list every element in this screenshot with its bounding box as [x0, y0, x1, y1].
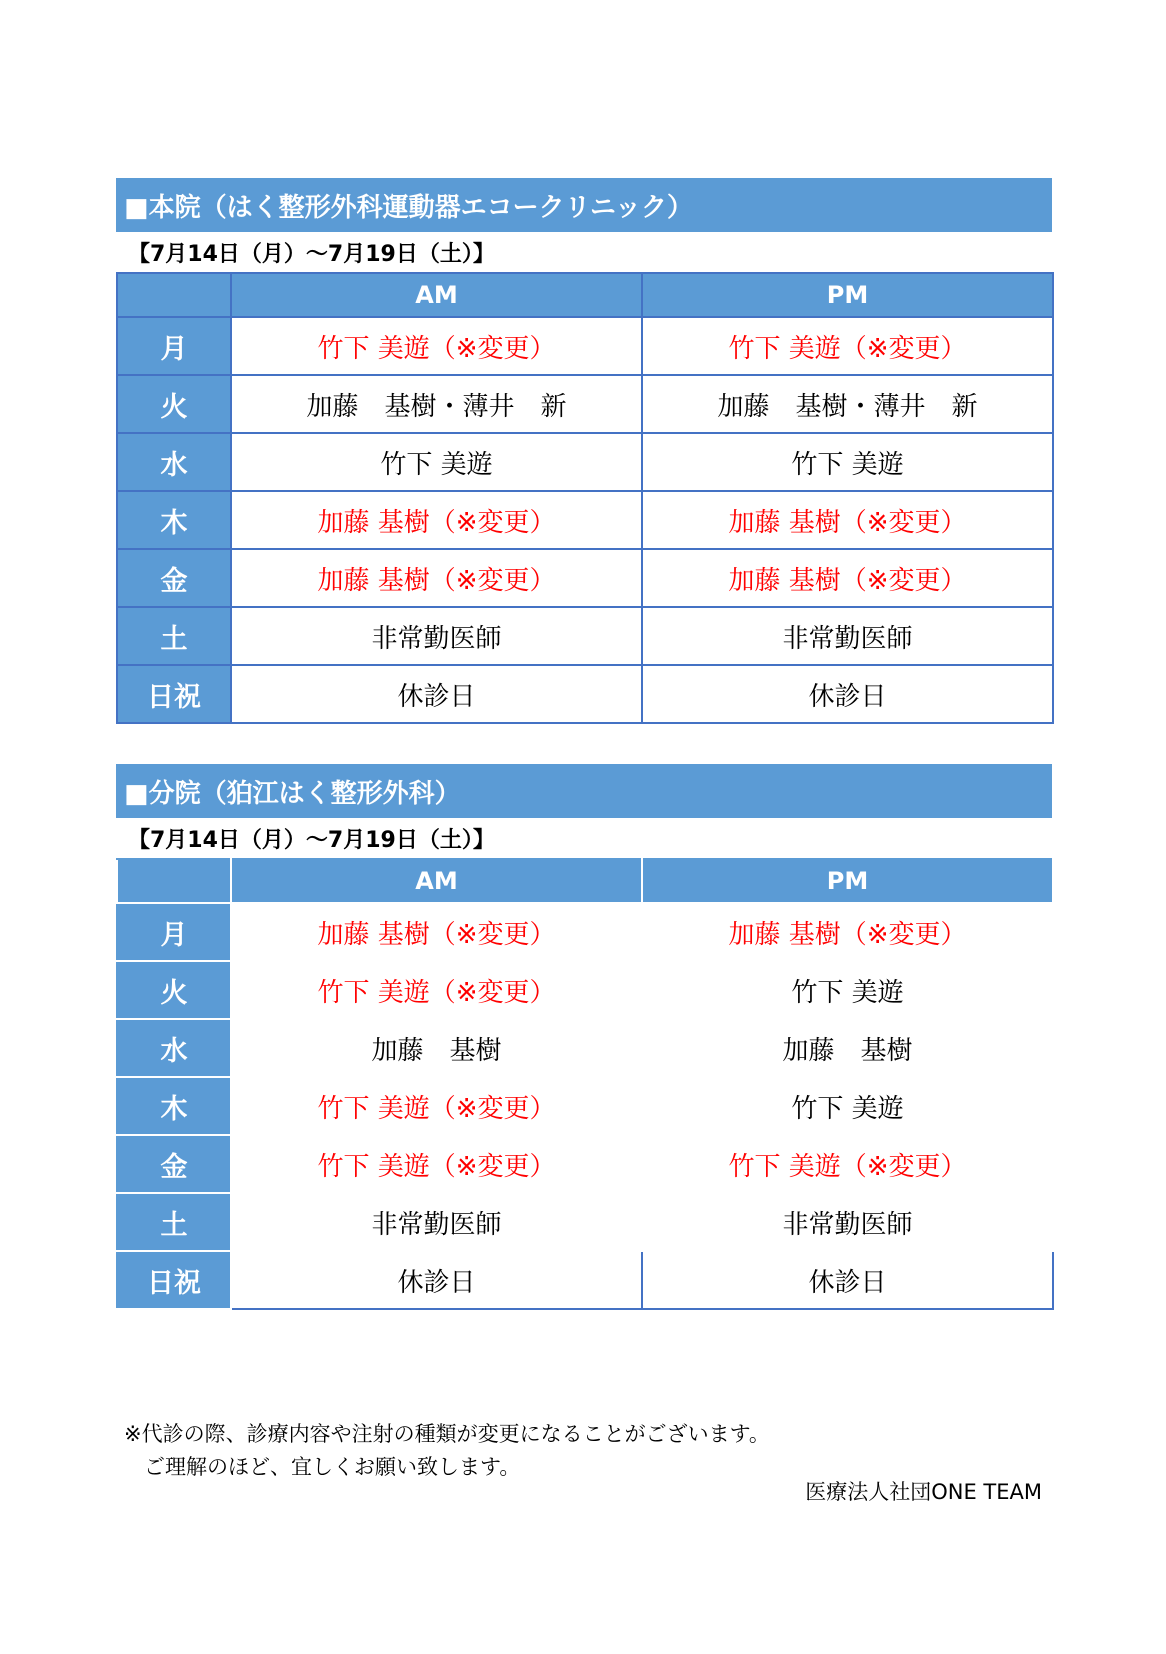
day-label: 火 — [117, 961, 231, 1019]
table-row — [117, 317, 1053, 375]
branch-clinic-title: ■分院（狛江はく整形外科） — [116, 764, 1052, 818]
day-label: 水 — [117, 1019, 231, 1077]
day-label: 金 — [117, 1135, 231, 1193]
am-doctor: 竹下 美遊（※変更） — [231, 1135, 642, 1193]
pm-doctor: 加藤 基樹（※変更） — [642, 549, 1053, 607]
header-corner — [117, 859, 231, 903]
table-row — [117, 549, 1053, 607]
am-header: AM — [231, 273, 642, 317]
day-label: 木 — [117, 1077, 231, 1135]
day-label: 日祝 — [117, 1251, 231, 1309]
table-row — [117, 1251, 1053, 1309]
note-line-1: ※代診の際、診療内容や注射の種類が変更になることがございます。 — [124, 1422, 770, 1446]
day-label: 火 — [117, 375, 231, 433]
day-label: 月 — [117, 317, 231, 375]
table-row — [117, 1077, 1053, 1135]
am-doctor: 休診日 — [231, 665, 642, 723]
am-doctor: 竹下 美遊（※変更） — [231, 961, 642, 1019]
am-doctor: 非常勤医師 — [231, 1193, 642, 1251]
table-row — [117, 433, 1053, 491]
table-row — [117, 1135, 1053, 1193]
table-row — [117, 1019, 1053, 1077]
table-row — [117, 665, 1053, 723]
pm-doctor: 竹下 美遊（※変更） — [642, 1135, 1053, 1193]
day-label: 土 — [117, 607, 231, 665]
day-label: 日祝 — [117, 665, 231, 723]
am-doctor: 加藤 基樹（※変更） — [231, 903, 642, 961]
pm-doctor: 加藤 基樹（※変更） — [642, 903, 1053, 961]
main-clinic-date-range: 【7月14日（月）～7月19日（土）】 — [128, 241, 495, 267]
table-row — [117, 375, 1053, 433]
pm-header: PM — [642, 273, 1053, 317]
day-label: 水 — [117, 433, 231, 491]
table-row — [117, 961, 1053, 1019]
branch-clinic-section — [116, 764, 1052, 1310]
pm-doctor: 休診日 — [642, 665, 1053, 723]
pm-doctor: 竹下 美遊 — [642, 961, 1053, 1019]
pm-doctor: 竹下 美遊 — [642, 1077, 1053, 1135]
am-doctor: 加藤 基樹 — [231, 1019, 642, 1077]
pm-doctor: 加藤 基樹・薄井 新 — [642, 375, 1053, 433]
am-doctor: 竹下 美遊（※変更） — [231, 317, 642, 375]
table-header-row — [117, 273, 1053, 317]
organization-name: 医療法人社団ONE TEAM — [805, 1480, 1042, 1504]
note-line-2: ご理解のほど、宜しくお願い致します。 — [144, 1455, 521, 1479]
pm-doctor: 加藤 基樹 — [642, 1019, 1053, 1077]
am-doctor: 加藤 基樹（※変更） — [231, 491, 642, 549]
am-doctor: 休診日 — [231, 1251, 642, 1309]
table-row — [117, 1193, 1053, 1251]
am-doctor: 加藤 基樹（※変更） — [231, 549, 642, 607]
am-doctor: 竹下 美遊 — [231, 433, 642, 491]
pm-doctor: 非常勤医師 — [642, 1193, 1053, 1251]
am-doctor: 非常勤医師 — [231, 607, 642, 665]
day-label: 土 — [117, 1193, 231, 1251]
main-clinic-schedule-table — [116, 272, 1054, 724]
pm-doctor: 竹下 美遊 — [642, 433, 1053, 491]
header-corner — [117, 273, 231, 317]
am-doctor: 加藤 基樹・薄井 新 — [231, 375, 642, 433]
table-row — [117, 903, 1053, 961]
day-label: 木 — [117, 491, 231, 549]
pm-doctor: 加藤 基樹（※変更） — [642, 491, 1053, 549]
pm-doctor: 竹下 美遊（※変更） — [642, 317, 1053, 375]
main-clinic-title: ■本院（はく整形外科運動器エコークリニック） — [116, 178, 1052, 232]
day-label: 月 — [117, 903, 231, 961]
pm-doctor: 非常勤医師 — [642, 607, 1053, 665]
am-doctor: 竹下 美遊（※変更） — [231, 1077, 642, 1135]
pm-header: PM — [642, 859, 1053, 903]
day-label: 金 — [117, 549, 231, 607]
am-header: AM — [231, 859, 642, 903]
table-header-row — [117, 859, 1053, 903]
branch-clinic-date-range: 【7月14日（月）～7月19日（土）】 — [128, 827, 495, 853]
branch-clinic-schedule-table — [116, 858, 1054, 1310]
table-row — [117, 491, 1053, 549]
table-row — [117, 607, 1053, 665]
footer-note — [124, 1418, 770, 1484]
main-clinic-section — [116, 178, 1052, 724]
pm-doctor: 休診日 — [642, 1251, 1053, 1309]
